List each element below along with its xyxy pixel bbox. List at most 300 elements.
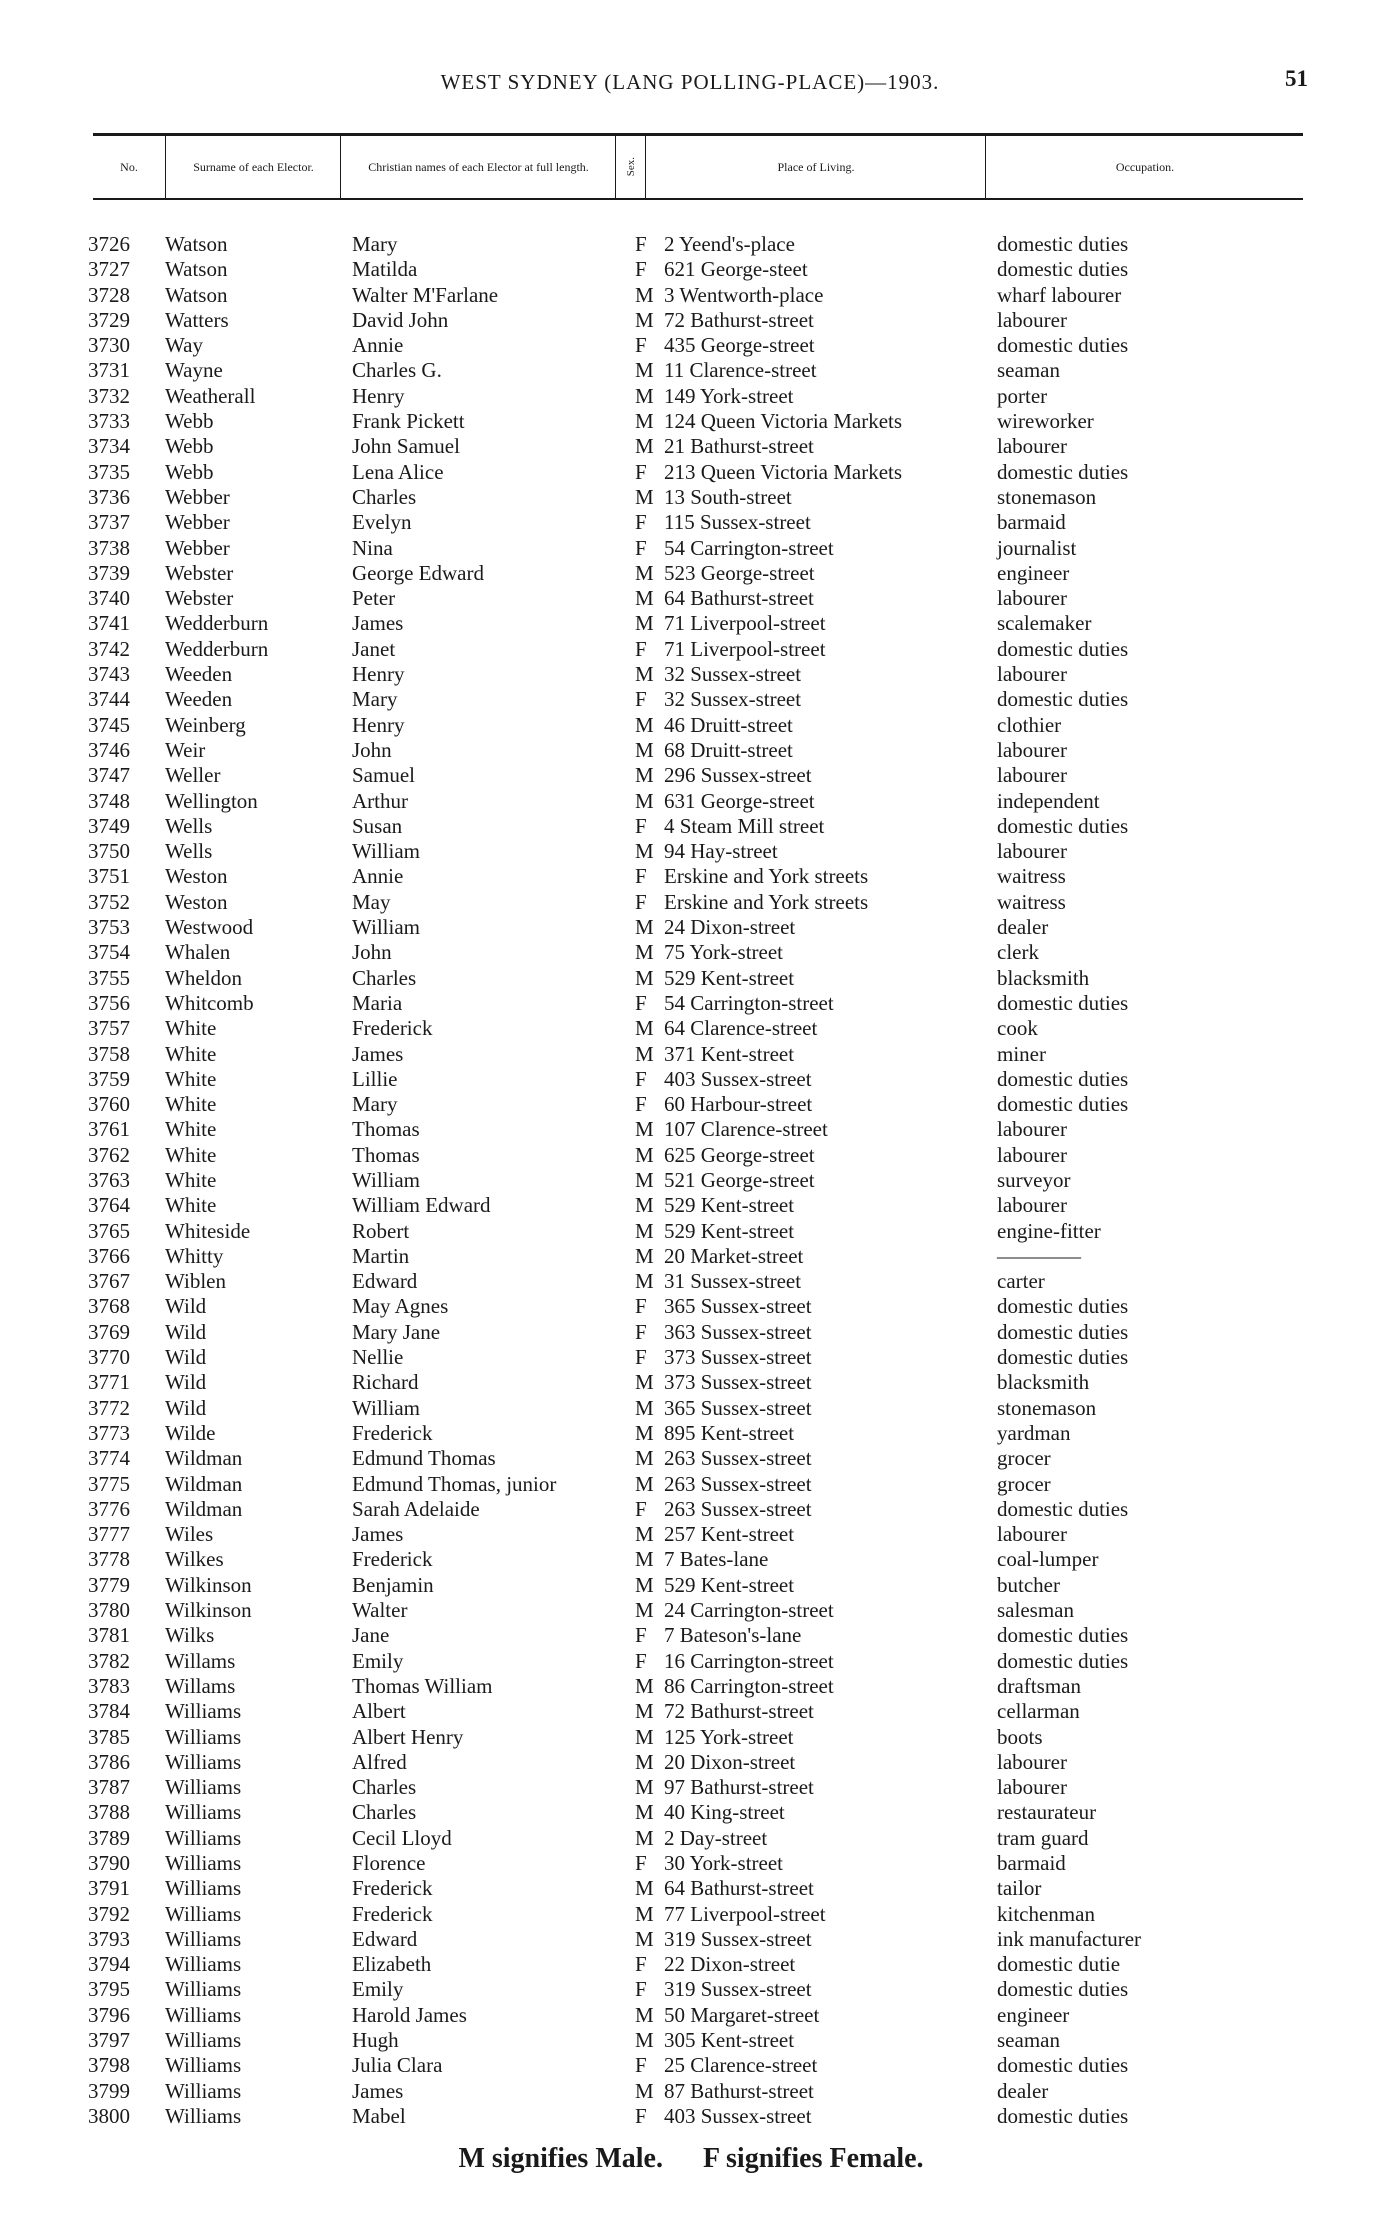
elector-occupation: salesman (997, 1598, 1074, 1623)
elector-place-of-living: 373 Sussex-street (664, 1370, 812, 1395)
elector-number: 3777 (88, 1522, 130, 1547)
elector-occupation: labourer (997, 763, 1067, 788)
elector-surname: Whitcomb (165, 990, 254, 1015)
elector-place-of-living: 365 Sussex-street (664, 1294, 812, 1319)
elector-number: 3800 (88, 2103, 130, 2128)
elector-christian-names: Lena Alice (352, 459, 444, 484)
elector-sex: M (635, 1926, 654, 1951)
table-row (0, 1396, 1382, 1421)
elector-sex: F (635, 333, 647, 358)
table-row (0, 1952, 1382, 1977)
elector-surname: Williams (165, 1851, 242, 1875)
elector-occupation: labourer (997, 307, 1067, 332)
elector-number: 3736 (88, 484, 130, 509)
elector-christian-names: Frederick (352, 1901, 433, 1926)
elector-surname: Wild (165, 1345, 207, 1370)
table-row (0, 1168, 1382, 1193)
elector-christian-names: Charles G. (352, 358, 442, 383)
elector-surname: White (165, 1092, 217, 1117)
elector-number: 3797 (88, 2028, 130, 2053)
elector-number: 3748 (88, 788, 130, 813)
elector-sex: M (635, 409, 654, 434)
elector-occupation: tram guard (997, 1825, 1089, 1850)
elector-christian-names: Harold James (352, 2002, 467, 2027)
elector-sex: M (635, 358, 654, 383)
elector-occupation: domestic duties (997, 1648, 1129, 1673)
elector-sex: M (635, 1117, 654, 1142)
elector-surname: Weston (165, 889, 228, 914)
elector-sex: M (635, 1598, 654, 1623)
elector-christian-names: Florence (352, 1851, 426, 1875)
elector-number: 3752 (88, 889, 130, 914)
elector-surname: Wayne (165, 358, 223, 383)
header-christian-names: Christian names of each Elector at full length. (340, 136, 616, 198)
legend-male: M signifies Male. (458, 2143, 663, 2174)
elector-christian-names: James (352, 611, 404, 636)
table-row (0, 611, 1382, 636)
elector-occupation: labourer (997, 1142, 1067, 1167)
elector-place-of-living: 363 Sussex-street (664, 1319, 812, 1344)
elector-place-of-living: 319 Sussex-street (664, 1926, 812, 1951)
elector-number: 3754 (88, 940, 130, 965)
elector-surname: Wheldon (165, 965, 242, 990)
elector-surname: Williams (165, 1926, 242, 1951)
elector-surname: White (165, 1117, 217, 1142)
elector-surname: Webber (165, 510, 230, 535)
elector-sex: M (635, 1876, 654, 1901)
elector-sex: F (635, 990, 647, 1015)
table-row (0, 1826, 1382, 1851)
table-row (0, 2053, 1382, 2078)
elector-number: 3758 (88, 1041, 130, 1066)
elector-number: 3787 (88, 1775, 130, 1800)
elector-occupation: labourer (997, 586, 1067, 611)
elector-sex: F (635, 1092, 647, 1117)
elector-sex: M (635, 586, 654, 611)
elector-occupation: journalist (997, 535, 1077, 560)
elector-place-of-living: 60 Harbour-street (664, 1092, 813, 1117)
elector-occupation: draftsman (997, 1673, 1081, 1698)
elector-surname: White (165, 1193, 217, 1218)
elector-place-of-living: 371 Kent-street (664, 1041, 795, 1066)
elector-christian-names: Elizabeth (352, 1952, 432, 1977)
table-row (0, 586, 1382, 611)
elector-place-of-living: 11 Clarence-street (664, 358, 817, 383)
elector-christian-names: Nina (352, 535, 393, 560)
elector-surname: Wild (165, 1370, 207, 1395)
elector-christian-names: Susan (352, 813, 403, 838)
table-row (0, 789, 1382, 814)
elector-occupation: domestic duties (997, 1345, 1129, 1370)
table-row (0, 662, 1382, 687)
elector-place-of-living: 30 York-street (664, 1851, 783, 1875)
elector-number: 3738 (88, 535, 130, 560)
elector-christian-names: Mabel (352, 2103, 406, 2128)
elector-surname: Wells (165, 839, 213, 864)
elector-place-of-living: 7 Bateson's-lane (664, 1623, 802, 1648)
elector-christian-names: Edward (352, 1269, 418, 1294)
elector-sex: F (635, 1319, 647, 1344)
elector-surname: Wilkes (165, 1547, 224, 1572)
elector-number: 3794 (88, 1952, 130, 1977)
elector-number: 3759 (88, 1066, 130, 1091)
elector-christian-names: Maria (352, 990, 403, 1015)
elector-sex: M (635, 915, 654, 940)
elector-place-of-living: 2 Yeend's-place (664, 232, 795, 256)
elector-surname: White (165, 1016, 217, 1041)
elector-christian-names: Thomas (352, 1142, 420, 1167)
elector-number: 3741 (88, 611, 130, 636)
elector-number: 3760 (88, 1092, 130, 1117)
elector-number: 3791 (88, 1876, 130, 1901)
elector-christian-names: Albert (352, 1699, 406, 1724)
elector-number: 3735 (88, 459, 130, 484)
elector-occupation: clerk (997, 940, 1039, 965)
table-row (0, 1345, 1382, 1370)
elector-number: 3751 (88, 864, 130, 889)
elector-occupation: stonemason (997, 484, 1097, 509)
table-row (0, 2003, 1382, 2028)
elector-number: 3773 (88, 1420, 130, 1445)
elector-number: 3753 (88, 915, 130, 940)
elector-number: 3727 (88, 257, 130, 282)
elector-christian-names: Walter (352, 1598, 408, 1623)
elector-christian-names: David John (352, 307, 449, 332)
elector-surname: Wells (165, 813, 213, 838)
table-row (0, 1547, 1382, 1572)
table-row (0, 2028, 1382, 2053)
elector-occupation: domestic duties (997, 257, 1129, 282)
elector-place-of-living: 72 Bathurst-street (664, 307, 814, 332)
table-row (0, 1143, 1382, 1168)
elector-christian-names: Henry (352, 712, 405, 737)
elector-sex: F (635, 864, 647, 889)
elector-sex: F (635, 1977, 647, 2002)
elector-place-of-living: 3 Wentworth-place (664, 282, 824, 307)
elector-place-of-living: 71 Liverpool-street (664, 636, 826, 661)
elector-christian-names: Henry (352, 383, 405, 408)
elector-occupation: domestic duties (997, 813, 1129, 838)
elector-christian-names: Mary (352, 1092, 398, 1117)
elector-occupation: domestic duties (997, 2103, 1129, 2128)
elector-surname: Webb (165, 459, 214, 484)
elector-occupation: blacksmith (997, 1370, 1090, 1395)
elector-occupation: wireworker (997, 409, 1094, 434)
elector-occupation: domestic duties (997, 232, 1129, 256)
elector-occupation: cook (997, 1016, 1038, 1041)
elector-place-of-living: 72 Bathurst-street (664, 1699, 814, 1724)
elector-place-of-living: 20 Market-street (664, 1243, 804, 1268)
elector-sex: M (635, 1673, 654, 1698)
elector-occupation: porter (997, 383, 1048, 408)
elector-place-of-living: 319 Sussex-street (664, 1977, 812, 2002)
elector-number: 3788 (88, 1800, 130, 1825)
elector-number: 3743 (88, 662, 130, 687)
elector-number: 3755 (88, 965, 130, 990)
elector-place-of-living: 403 Sussex-street (664, 2103, 812, 2128)
elector-surname: Williams (165, 2002, 242, 2027)
elector-surname: Williams (165, 1724, 242, 1749)
elector-surname: White (165, 1142, 217, 1167)
table-row (0, 561, 1382, 586)
elector-christian-names: William Edward (352, 1193, 491, 1218)
elector-sex: M (635, 2078, 654, 2103)
elector-place-of-living: 373 Sussex-street (664, 1345, 812, 1370)
elector-sex: F (635, 1851, 647, 1875)
elector-sex: F (635, 1623, 647, 1648)
elector-number: 3789 (88, 1825, 130, 1850)
elector-number: 3769 (88, 1319, 130, 1344)
elector-occupation: grocer (997, 1446, 1051, 1471)
elector-occupation: domestic duties (997, 1623, 1129, 1648)
table-row (0, 1851, 1382, 1876)
elector-christian-names: William (352, 1395, 420, 1420)
elector-sex: M (635, 940, 654, 965)
elector-christian-names: May Agnes (352, 1294, 449, 1319)
elector-occupation: miner (997, 1041, 1046, 1066)
elector-surname: Weeden (165, 687, 233, 712)
elector-sex: M (635, 484, 654, 509)
table-row (0, 1674, 1382, 1699)
table-row (0, 814, 1382, 839)
elector-occupation: labourer (997, 1749, 1067, 1774)
elector-christian-names: Edward (352, 1926, 418, 1951)
elector-occupation: restaurateur (997, 1800, 1097, 1825)
elector-surname: Weatherall (165, 383, 256, 408)
elector-occupation: grocer (997, 1471, 1051, 1496)
elector-christian-names: Charles (352, 484, 417, 509)
elector-number: 3778 (88, 1547, 130, 1572)
elector-place-of-living: 21 Bathurst-street (664, 434, 814, 459)
elector-sex: M (635, 1800, 654, 1825)
elector-christian-names: William (352, 839, 420, 864)
table-row (0, 1016, 1382, 1041)
elector-occupation: domestic duties (997, 1066, 1129, 1091)
elector-christian-names: Annie (352, 333, 404, 358)
table-row (0, 333, 1382, 358)
elector-place-of-living: 213 Queen Victoria Markets (664, 459, 903, 484)
elector-sex: F (635, 232, 647, 256)
elector-sex: M (635, 2028, 654, 2053)
elector-occupation: coal-lumper (997, 1547, 1099, 1572)
elector-sex: M (635, 2002, 654, 2027)
elector-christian-names: Matilda (352, 257, 418, 282)
elector-sex: M (635, 1547, 654, 1572)
elector-number: 3780 (88, 1598, 130, 1623)
table-row (0, 308, 1382, 333)
table-row (0, 1775, 1382, 1800)
elector-surname: White (165, 1066, 217, 1091)
table-row (0, 1598, 1382, 1623)
table-row (0, 1725, 1382, 1750)
elector-occupation: domestic duties (997, 459, 1129, 484)
elector-sex: M (635, 1142, 654, 1167)
elector-place-of-living: 435 George-street (664, 333, 815, 358)
elector-place-of-living: 403 Sussex-street (664, 1066, 812, 1091)
elector-christian-names: Samuel (352, 763, 415, 788)
elector-christian-names: Cecil Lloyd (352, 1825, 452, 1850)
elector-sex: M (635, 662, 654, 687)
elector-sex: M (635, 965, 654, 990)
elector-number: 3732 (88, 383, 130, 408)
elector-christian-names: Frank Pickett (352, 409, 465, 434)
elector-christian-names: Evelyn (352, 510, 412, 535)
table-row (0, 1193, 1382, 1218)
header-sex: Sex. (624, 157, 637, 177)
elector-number: 3757 (88, 1016, 130, 1041)
elector-place-of-living: 22 Dixon-street (664, 1952, 796, 1977)
elector-number: 3749 (88, 813, 130, 838)
elector-occupation: blacksmith (997, 965, 1090, 990)
elector-occupation: domestic duties (997, 1294, 1129, 1319)
elector-surname: Wild (165, 1294, 207, 1319)
table-row (0, 637, 1382, 662)
elector-surname: Williams (165, 1901, 242, 1926)
elector-place-of-living: 263 Sussex-street (664, 1446, 812, 1471)
elector-surname: Williams (165, 2028, 242, 2053)
elector-christian-names: Sarah Adelaide (352, 1496, 480, 1521)
elector-occupation: engine-fitter (997, 1218, 1101, 1243)
elector-surname: Williams (165, 1749, 242, 1774)
elector-christian-names: Martin (352, 1243, 410, 1268)
elector-occupation: labourer (997, 737, 1067, 762)
elector-occupation: labourer (997, 1522, 1067, 1547)
elector-christian-names: Henry (352, 662, 405, 687)
legend-female: F signifies Female. (702, 2143, 924, 2174)
elector-sex: M (635, 1522, 654, 1547)
elector-christian-names: Charles (352, 1775, 417, 1800)
elector-surname: Weller (165, 763, 221, 788)
elector-occupation: waitress (997, 864, 1066, 889)
elector-occupation: engineer (997, 560, 1070, 585)
elector-christian-names: Mary (352, 687, 398, 712)
elector-christian-names: Charles (352, 965, 417, 990)
elector-number: 3746 (88, 737, 130, 762)
elector-place-of-living: 64 Bathurst-street (664, 586, 814, 611)
elector-surname: Williams (165, 1800, 242, 1825)
elector-occupation: tailor (997, 1876, 1042, 1901)
table-row (0, 1294, 1382, 1319)
elector-number: 3745 (88, 712, 130, 737)
elector-occupation: engineer (997, 2002, 1070, 2027)
elector-surname: Williams (165, 1876, 242, 1901)
elector-sex: M (635, 1775, 654, 1800)
table-row (0, 1800, 1382, 1825)
table-row (0, 991, 1382, 1016)
table-row (0, 839, 1382, 864)
elector-sex: M (635, 307, 654, 332)
elector-number: 3766 (88, 1243, 130, 1268)
elector-occupation: labourer (997, 839, 1067, 864)
table-row (0, 1623, 1382, 1648)
elector-occupation: kitchenman (997, 1901, 1095, 1926)
table-row (0, 510, 1382, 535)
footer-legend (0, 2143, 1382, 2175)
elector-occupation: labourer (997, 1193, 1067, 1218)
elector-place-of-living: 296 Sussex-street (664, 763, 812, 788)
elector-number: 3772 (88, 1395, 130, 1420)
elector-place-of-living: 365 Sussex-street (664, 1395, 812, 1420)
elector-sex: F (635, 1496, 647, 1521)
elector-number: 3798 (88, 2053, 130, 2078)
table-row (0, 1927, 1382, 1952)
table-row (0, 283, 1382, 308)
elector-occupation: labourer (997, 1775, 1067, 1800)
elector-christian-names: Albert Henry (352, 1724, 464, 1749)
elector-number: 3765 (88, 1218, 130, 1243)
elector-number: 3733 (88, 409, 130, 434)
elector-occupation: stonemason (997, 1395, 1097, 1420)
elector-occupation: ———— (997, 1243, 1081, 1268)
table-row (0, 1421, 1382, 1446)
elector-surname: Williams (165, 2103, 242, 2128)
elector-christian-names: Robert (352, 1218, 410, 1243)
elector-christian-names: George Edward (352, 560, 484, 585)
table-row (0, 384, 1382, 409)
elector-christian-names: James (352, 1522, 404, 1547)
elector-surname: Weinberg (165, 712, 246, 737)
elector-christian-names: John (352, 940, 392, 965)
elector-sex: F (635, 510, 647, 535)
elector-sex: M (635, 282, 654, 307)
elector-surname: Wilkinson (165, 1598, 252, 1623)
table-row (0, 1117, 1382, 1142)
elector-christian-names: May (352, 889, 391, 914)
elector-occupation: domestic dutie (997, 1952, 1121, 1977)
elector-surname: Weeden (165, 662, 233, 687)
table-row (0, 1876, 1382, 1901)
elector-surname: Williams (165, 1699, 242, 1724)
elector-surname: Wild (165, 1319, 207, 1344)
elector-place-of-living: 263 Sussex-street (664, 1496, 812, 1521)
elector-place-of-living: 305 Kent-street (664, 2028, 795, 2053)
elector-sex: F (635, 1294, 647, 1319)
elector-sex: M (635, 1016, 654, 1041)
elector-christian-names: Frederick (352, 1420, 433, 1445)
elector-place-of-living: 107 Clarence-street (664, 1117, 828, 1142)
elector-surname: Wilkinson (165, 1572, 252, 1597)
elector-place-of-living: 31 Sussex-street (664, 1269, 802, 1294)
elector-sex: M (635, 1825, 654, 1850)
elector-surname: White (165, 1041, 217, 1066)
elector-surname: Wedderburn (165, 611, 269, 636)
elector-sex: M (635, 383, 654, 408)
elector-number: 3761 (88, 1117, 130, 1142)
elector-surname: Williams (165, 2053, 242, 2078)
elector-christian-names: Mary (352, 232, 398, 256)
elector-christian-names: Peter (352, 586, 396, 611)
elector-number: 3740 (88, 586, 130, 611)
table-header (93, 133, 1303, 200)
elector-place-of-living: 2 Day-street (664, 1825, 768, 1850)
elector-number: 3796 (88, 2002, 130, 2027)
elector-sex: F (635, 257, 647, 282)
elector-place-of-living: 529 Kent-street (664, 1572, 795, 1597)
elector-sex: M (635, 737, 654, 762)
elector-sex: F (635, 2103, 647, 2128)
elector-christian-names: Frederick (352, 1547, 433, 1572)
elector-place-of-living: 64 Bathurst-street (664, 1876, 814, 1901)
elector-surname: Wildman (165, 1446, 243, 1471)
elector-surname: Westwood (165, 915, 254, 940)
elector-place-of-living: 64 Clarence-street (664, 1016, 818, 1041)
elector-occupation: domestic duties (997, 1319, 1129, 1344)
elector-place-of-living: 7 Bates-lane (664, 1547, 769, 1572)
elector-occupation: scalemaker (997, 611, 1092, 636)
elector-sex: F (635, 687, 647, 712)
elector-surname: Webb (165, 409, 214, 434)
elector-christian-names: Walter M'Farlane (352, 282, 499, 307)
